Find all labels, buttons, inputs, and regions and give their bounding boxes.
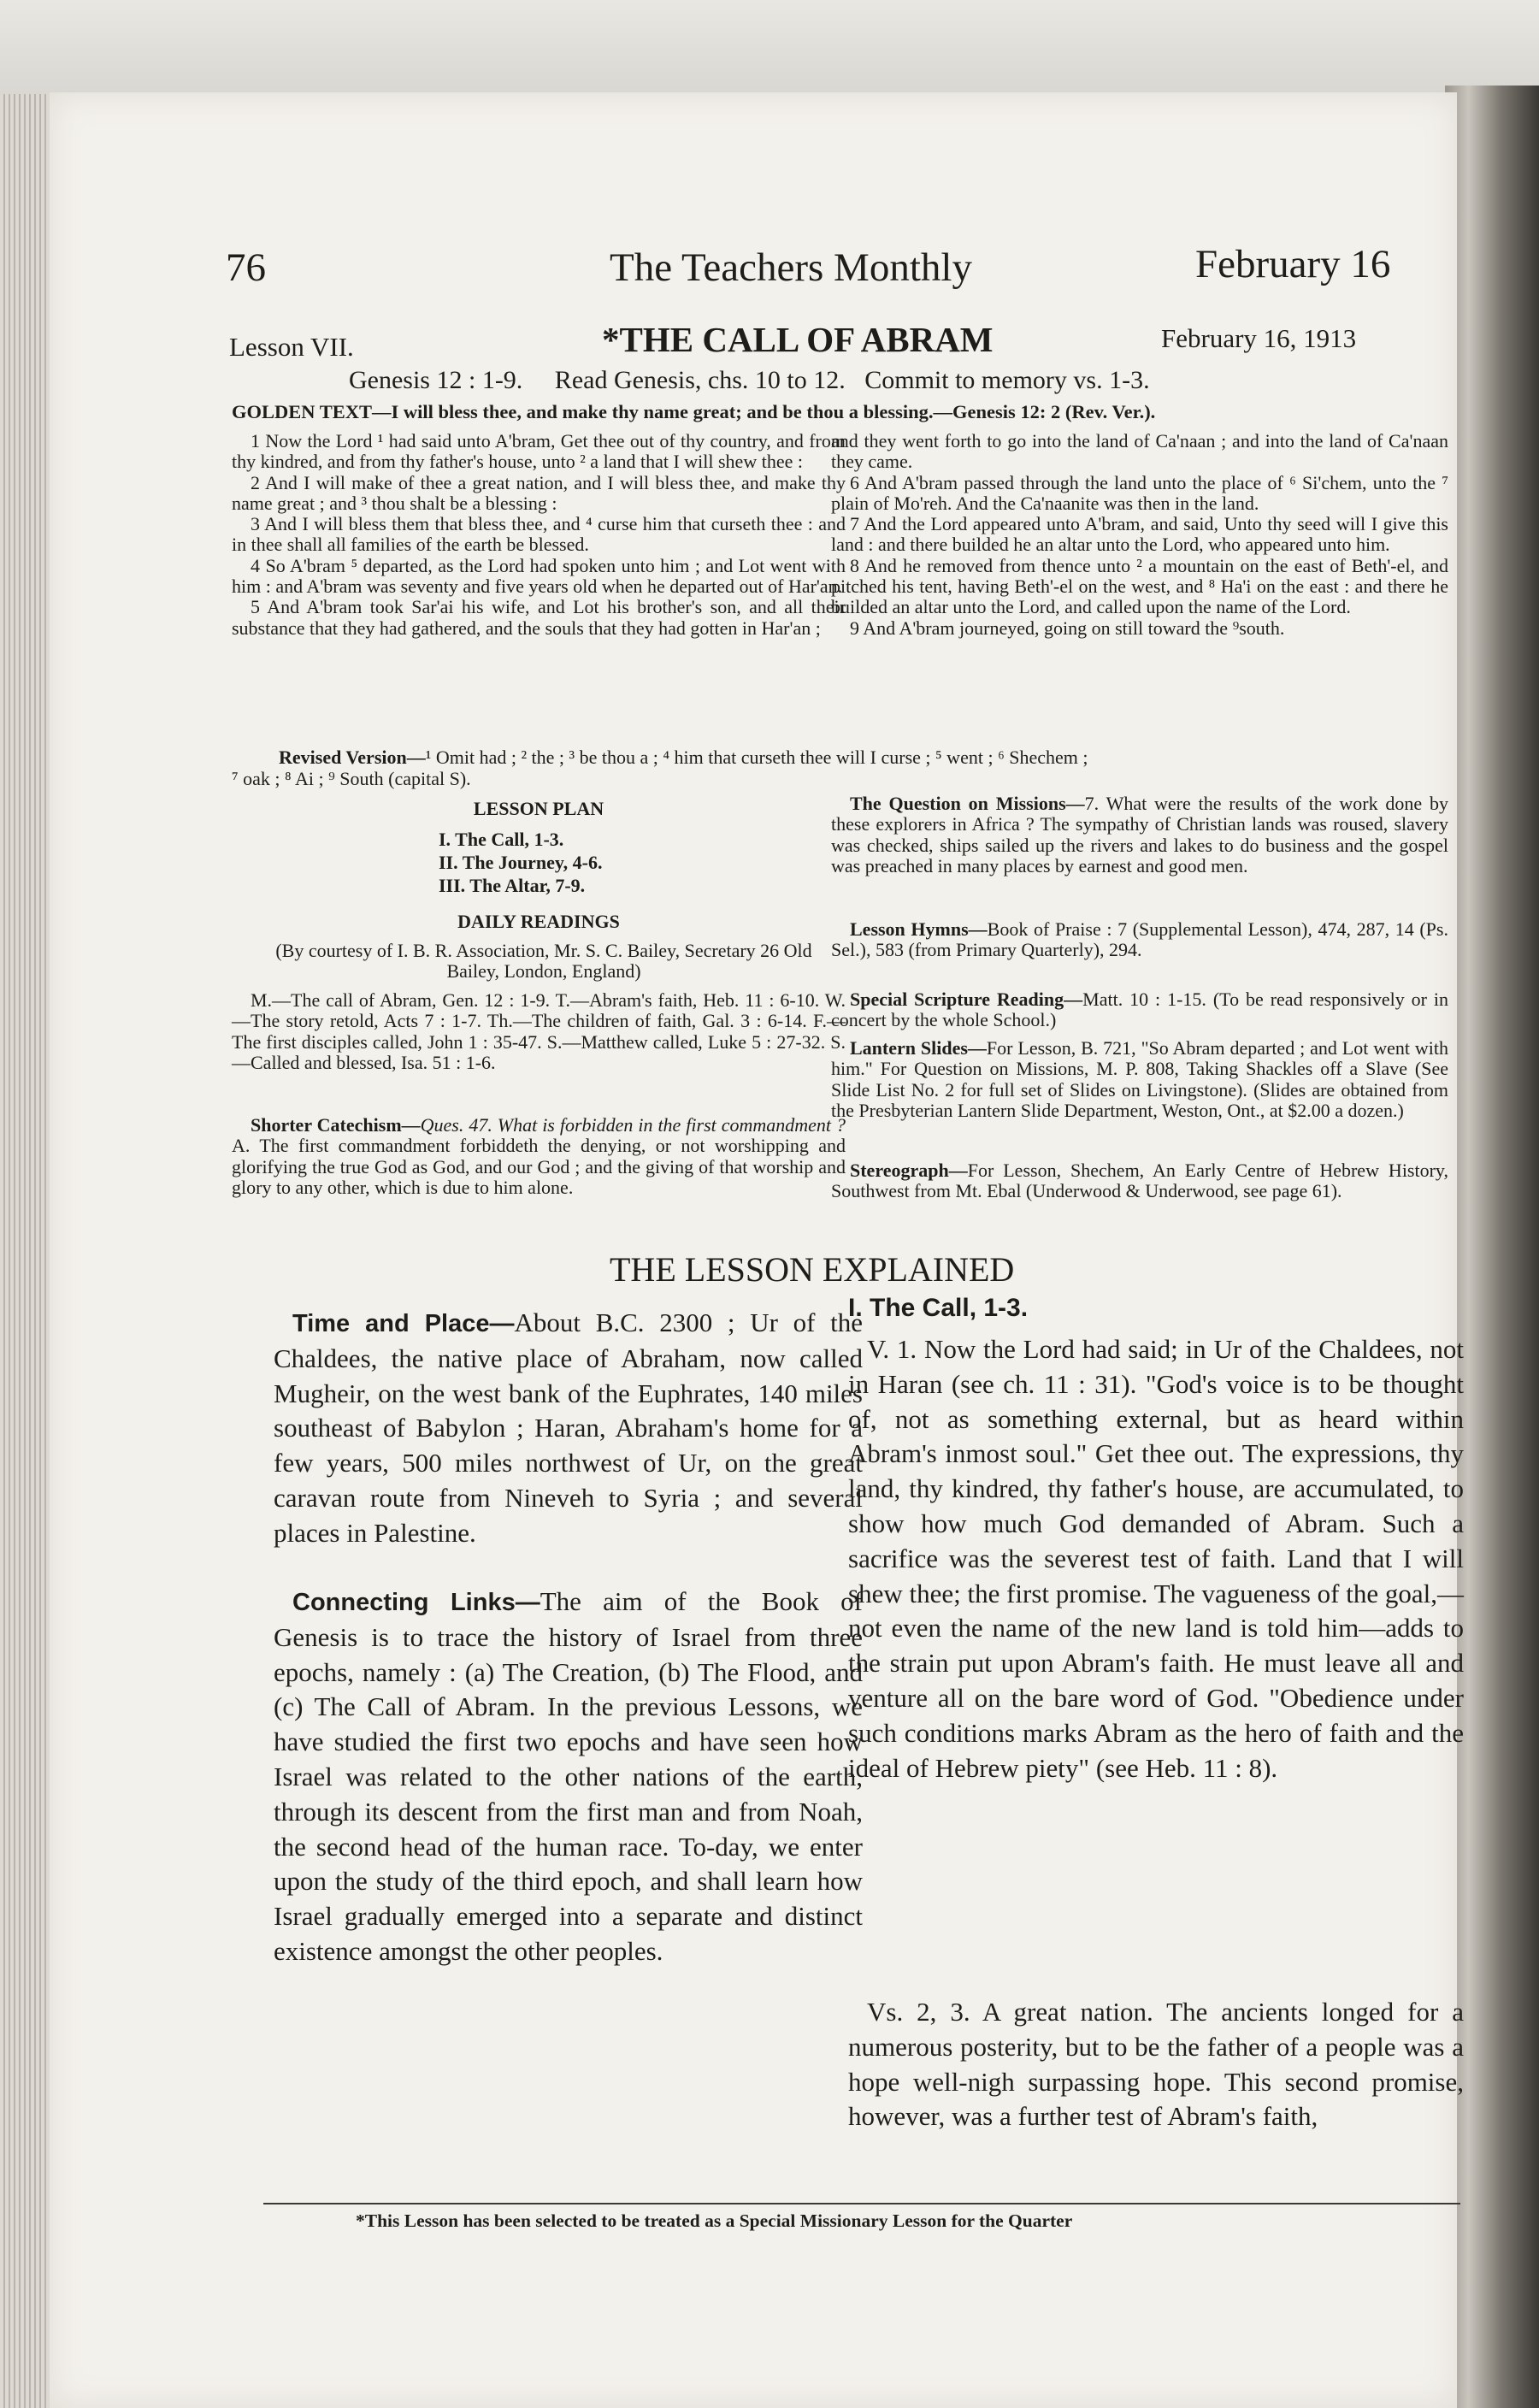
stereograph-label: Stereograph— [850, 1160, 968, 1181]
question-on-missions [831, 794, 1448, 876]
catechism-answer: A. The first commandment forbiddeth the denying, or not worshipping and glorifying the true God as God, and our God ; and the giving of that worship and glory to any other, which is due to him alone. [232, 1135, 846, 1198]
stereograph-text: For Lesson, Shechem, An Early Centre of Hebrew History, Southwest from Mt. Ebal (Underwood & Underwood, see page 61). [831, 1160, 1448, 1202]
scripture-verses-right [831, 431, 1448, 639]
time-place-label: Time and Place— [292, 1310, 515, 1337]
lantern-text: For Lesson, B. 721, "So Abram departed ; and Lot went with him." For Question on Missions, M. P. 808, Taking Shackles off a Slave (See Slide List No. 2 for full set of Slides on Livingstone). (Slides are obtained from the Presbyterian Lantern Slide Department, Weston, Ont., at $2.00 a dozen.) [831, 1037, 1448, 1121]
verse: 2 And I will make of thee a great nation, and I will bless thee, and make thy name great ; and ³ thou shalt be a blessing : [232, 471, 846, 514]
special-reading-text: Matt. 10 : 1-15. (To be read responsively or in concert by the whole School.) [831, 989, 1449, 1031]
document-page [50, 92, 1465, 2408]
journal-title: The Teachers Monthly [610, 245, 972, 290]
verse: 6 And A'bram passed through the land unto the place of ⁶ Si'chem, unto the ⁷ plain of Mo'reh. And the Ca'naanite was then in the land. [831, 471, 1448, 514]
shorter-catechism [232, 1115, 846, 1198]
vs23-text: A great nation. The ancients longed for a numerous posterity, but to be the father of a people was a hope well-nigh surpassing hope. This second promise, however, was a further test of Abram's faith, [848, 1997, 1465, 2132]
time-place-text: About B.C. 2300 ; Ur of the Chaldees, the native place of Abraham, now called Mugheir, on the west bank of the Euphrates, 140 miles southeast of Babylon ; Haran, Abraham's home for a few years, 500 miles northwest of Ur, on the great caravan route from Nineveh to Syria ; and several places in Palestine. [274, 1307, 863, 1548]
daily-readings-title: DAILY READINGS [457, 911, 620, 932]
lesson-plan-list [439, 828, 603, 897]
verse: 1 Now the Lord ¹ had said unto A'bram, Get thee out of thy country, and from thy kindred, and from thy father's house, unto ² a land that I will shew thee : [232, 430, 846, 473]
lesson-plan-item: II. The Journey, 4-6. [439, 852, 603, 873]
lesson-number: Lesson VII. [229, 332, 354, 362]
daily-readings-text: M.—The call of Abram, Gen. 12 : 1-9. T.—Abram's faith, Heb. 11 : 6-10. W.—The story retold, Acts 7 : 1-7. Th.—The children of faith, Gal. 3 : 6-14. F.—The first disciples called, John 1 : 35-47. S.—Matthew called, Luke 5 : 27-32. S.—Called and blessed, Isa. 51 : 1-6. [232, 989, 846, 1073]
v1-label: V. 1. [867, 1334, 917, 1364]
connecting-links-text: The aim of the Book of Genesis is to trace the history of Israel from three epochs, namely : (a) The Creation, (b) The Flood, and (c) The Call of Abram. In the previous Lessons, we have studied the first two epochs and have seen how Israel was related to the other nations of the earth, through its descent from the first man and from Noah, the second head of the human race. To-day, we enter upon the study of the third epoch, and shall learn how Israel gradually emerged into a separate and distinct existence amongst the other peoples. [274, 1586, 863, 1966]
page-number: 76 [226, 245, 266, 290]
stereograph [831, 1160, 1448, 1202]
lesson-explained-heading: THE LESSON EXPLAINED [610, 1250, 1015, 1289]
special-reading-label: Special Scripture Reading— [850, 989, 1083, 1010]
connecting-links [274, 1585, 863, 1969]
section-heading-call: I. The Call, 1-3. [848, 1294, 1029, 1322]
lantern-slides [831, 1038, 1448, 1121]
hymns-text: Book of Praise : 7 (Supplemental Lesson), 474, 287, 14 (Ps. Sel.), 583 (from Primary Quarterly), 294. [831, 918, 1448, 961]
connecting-links-label: Connecting Links— [292, 1589, 540, 1616]
time-and-place [274, 1306, 863, 1551]
verse: 7 And the Lord appeared unto A'bram, and said, Unto thy seed will I give this land : and there builded he an altar unto the Lord, who appeared unto him. [831, 513, 1448, 556]
verse: 5 And A'bram took Sar'ai his wife, and Lot his brother's son, and all their substance that they had gathered, and the souls that they had gotten in Har'an ; [232, 596, 846, 639]
verse: 9 And A'bram journeyed, going on still toward the ⁹south. [850, 617, 1285, 639]
verse: 8 And he removed from thence unto ² a mountain on the east of Beth'-el, and pitched his tent, having Beth'-el on the west, and ⁸ Ha'i on the east : and there he builded an altar unto the Lord, and called upon the name of the Lord. [831, 554, 1448, 618]
daily-readings-courtesy: (By courtesy of I. B. R. Association, Mr. S. C. Bailey, Secretary 26 Old Bailey, London, England) [275, 940, 812, 983]
scripture-reference: Genesis 12 : 1-9. Read Genesis, chs. 10 to 12. Commit to memory vs. 1-3. [349, 366, 1150, 394]
verse-1-commentary [848, 1332, 1464, 1785]
book-page-edges-left [0, 94, 51, 2408]
lantern-label: Lantern Slides— [850, 1037, 987, 1059]
verses-2-3-commentary [848, 1995, 1464, 2134]
footnote: *This Lesson has been selected to be treated as a Special Missionary Lesson for the Quarter [356, 2210, 1073, 2231]
revised-version-line-1 [279, 747, 1088, 768]
catechism-label: Shorter Catechism— [251, 1114, 421, 1136]
lesson-date: February 16, 1913 [1161, 323, 1357, 353]
verse: and they went forth to go into the land of Ca'naan ; and into the land of Ca'naan they came. [831, 430, 1448, 473]
golden-text: GOLDEN TEXT—I will bless thee, and make thy name great; and be thou a blessing.—Genesis 12: 2 (Rev. Ver.). [232, 401, 1156, 422]
lesson-title: *THE CALL OF ABRAM [602, 320, 994, 359]
verse: 4 So A'bram ⁵ departed, as the Lord had spoken unto him ; and Lot went with him : and A'bram was seventy and five years old when he departed out of Har'an. [232, 554, 846, 598]
missions-text: 7. What were the results of the work done by these explorers in Africa ? The sympathy of Christian lands was roused, slavery was checked, ships sailed up the rivers and lakes to do business and the gospel was preached in many places by earnest and good men. [831, 793, 1449, 876]
catechism-question: Ques. 47. What is forbidden in the first commandment ? [420, 1114, 846, 1136]
special-scripture-reading [831, 989, 1448, 1031]
verse: 3 And I will bless them that bless thee, and ⁴ curse him that curseth thee : and in thee shall all families of the earth be blessed. [232, 513, 846, 556]
lesson-plan-title: LESSON PLAN [473, 798, 604, 819]
issue-date: February 16 [1195, 242, 1391, 286]
revised-version-label: Revised Version— [279, 747, 426, 768]
lesson-plan-item: I. The Call, 1-3. [439, 829, 564, 850]
lesson-plan-item: III. The Altar, 7-9. [439, 875, 586, 896]
vs23-label: Vs. 2, 3. [867, 1997, 970, 2027]
scripture-verses-left [232, 431, 846, 639]
hymns-label: Lesson Hymns— [850, 918, 988, 940]
revised-version-line-2: ⁷ oak ; ⁸ Ai ; ⁹ South (capital S). [232, 768, 471, 789]
footnote-rule [263, 2203, 1460, 2204]
missions-label: The Question on Missions— [850, 793, 1085, 814]
v1-text: Now the Lord had said; in Ur of the Chaldees, not in Haran (see ch. 11 : 31). "God's voice is to be thought of, not as something external, but as heard within Abram's inmost soul." Get thee out. The expressions, thy land, thy kindred, thy father's house, are accumulated, to show how much God demanded of Abram. Such a sacrifice was the severest test of faith. Land that I will shew thee; the first promise. The vagueness of the goal,—not even the name of the new land is told him—adds to the strain put upon Abram's faith. He must leave all and venture all on the bare word of God. "Obedience under such conditions marks Abram as the hero of faith and the ideal of Hebrew piety" (see Heb. 11 : 8). [848, 1334, 1464, 1783]
lesson-hymns [831, 919, 1448, 961]
revised-version-notes: ¹ Omit had ; ² the ; ³ be thou a ; ⁴ him that curseth thee will I curse ; ⁵ went ; ⁶ Shechem ; [425, 747, 1088, 768]
